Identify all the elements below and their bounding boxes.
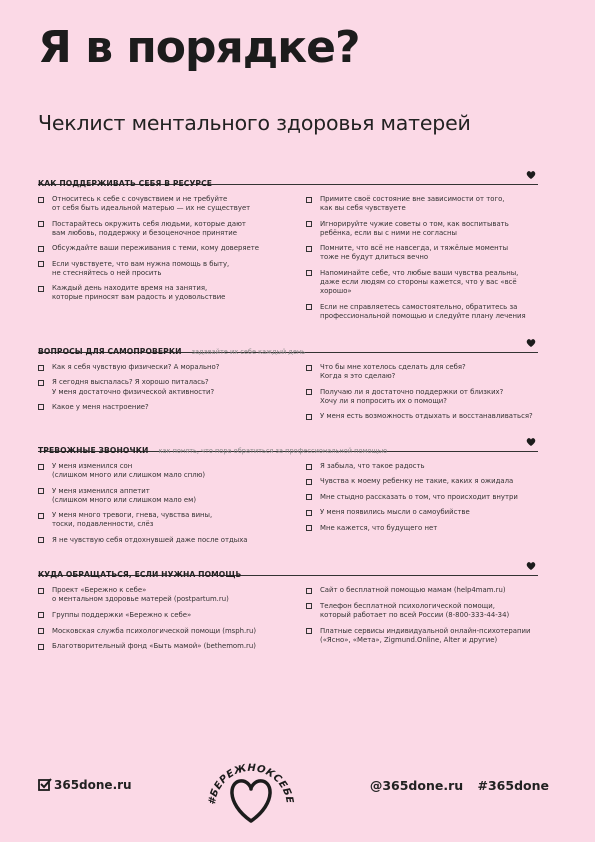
hashtag[interactable]: #365done [477, 778, 549, 793]
checklist-item-text: Мне стыдно рассказать о том, что происходит внутри [320, 492, 518, 501]
section-header [38, 171, 538, 188]
section-title: ВОПРОСЫ ДЛЯ САМОПРОВЕРКИ [38, 347, 182, 356]
checkbox-icon[interactable] [306, 464, 312, 470]
checklist-item [38, 627, 306, 636]
checkbox-icon[interactable] [38, 537, 44, 543]
social-handle[interactable]: @365done.ru [369, 778, 464, 793]
checklist-item-text: Я не чувствую себя отдохнувшей даже после отдыха [52, 535, 248, 544]
checklist-item [306, 586, 538, 595]
checklist-item-text: Группы поддержки «Бережно к себе» [52, 610, 192, 619]
checklist-item-text: Относитесь к себе с сочувствием и не требуйте от себя быть идеальной матерью — их не существует [52, 195, 251, 213]
checkbox-icon[interactable] [306, 365, 312, 371]
social-links [370, 778, 549, 793]
checkbox-icon[interactable] [306, 588, 312, 594]
section-title: КУДА ОБРАЩАТЬСЯ, ЕСЛИ НУЖНА ПОМОЩЬ [38, 570, 242, 579]
checkbox-icon[interactable] [306, 221, 312, 227]
website-link[interactable] [38, 778, 132, 792]
section-subtitle: задавайте их себе каждый день [191, 348, 306, 356]
checkbox-icon[interactable] [38, 404, 44, 410]
checklist-item [306, 244, 538, 262]
section-title: КАК ПОДДЕРЖИВАТЬ СЕБЯ В РЕСУРСЕ [38, 179, 213, 188]
checklist-item-text: Проект «Бережно к себе» о ментальном здоровье матерей (postpartum.ru) [52, 586, 229, 604]
checklist-item [38, 462, 306, 480]
checklist-item-text: У меня есть возможность отдыхать и восстанавливаться? [320, 412, 533, 421]
checklist-column-left [38, 195, 306, 327]
checkbox-icon[interactable] [306, 510, 312, 516]
checklist-item [306, 508, 538, 517]
section-title: ТРЕВОЖНЫЕ ЗВОНОЧКИ [38, 446, 149, 455]
checkbox-icon[interactable] [306, 603, 312, 609]
logo-text: #БЕРЕЖНОКСЕБЕ [206, 762, 295, 806]
checklist-item [306, 363, 538, 381]
checklist-item [306, 493, 538, 502]
checklist-item-text: Каждый день находите время на занятия, которые приносят вам радость и удовольствие [52, 284, 226, 302]
checklist-item-text: У меня много тревоги, гнева, чувства вины, тоски, подавленности, слёз [52, 511, 213, 529]
checklist-item [306, 477, 538, 486]
checklist-column-left [38, 586, 306, 658]
checklist-item-text: Постарайтесь окружить себя людьми, которые дают вам любовь, поддержку и безоценочное принятие [52, 219, 246, 237]
checklist-item-text: Как я себя чувствую физически? А морально? [52, 363, 220, 371]
checkbox-icon[interactable] [306, 270, 312, 276]
checklist-item [38, 378, 306, 396]
check-logo-icon [38, 778, 52, 792]
checklist-item-text: Если чувствуете, что вам нужна помощь в быту, не стесняйтесь о ней просить [52, 259, 230, 277]
checkbox-icon[interactable] [38, 464, 44, 470]
checklist-item [38, 611, 306, 620]
checklist-item [306, 627, 538, 645]
checklist-item-text: У меня изменился аппетит (слишком много или слишком мало ем) [52, 486, 197, 504]
logo [205, 745, 297, 833]
section [38, 562, 538, 658]
checklist-item [38, 220, 306, 238]
section-header [38, 339, 538, 356]
checklist-item-text: Напоминайте себе, что любые ваши чувства реальны, даже если людям со стороны кажется, что у вас «всё хорошо» [320, 268, 519, 296]
section-subtitle: как понять, что пора обратиться за профессиональной помощью [158, 447, 388, 455]
checklist-item-text: Если не справляетесь самостоятельно, обратитесь за профессиональной помощью и следуйте плану лечения [320, 302, 526, 320]
checklist-item [306, 303, 538, 321]
checklist-item [38, 511, 306, 529]
checkbox-icon[interactable] [306, 197, 312, 203]
section-header [38, 562, 538, 579]
checkbox-icon[interactable] [38, 261, 44, 267]
checkbox-icon[interactable] [38, 513, 44, 519]
checkbox-icon[interactable] [38, 612, 44, 618]
checkbox-icon[interactable] [306, 304, 312, 310]
section [38, 438, 538, 551]
checklist-item [306, 524, 538, 533]
checkbox-icon[interactable] [38, 286, 44, 292]
checklist-item-text: Примите своё состояние вне зависимости от того, как вы себя чувствуете [320, 195, 505, 213]
section-header [38, 438, 538, 455]
website-text: 365done.ru [54, 778, 132, 792]
checkbox-icon[interactable] [38, 246, 44, 252]
section [38, 339, 538, 428]
checklist-item-text: Платные сервисы индивидуальной онлайн-психотерапии («Ясно», «Мета», Zigmund.Online, Alter и другие) [320, 626, 531, 644]
checklist-item [306, 602, 538, 620]
checklist-item-text: У меня появились мысли о самоубийстве [320, 508, 470, 517]
checklist-item [306, 269, 538, 297]
checklist-column-right [306, 363, 538, 428]
heart-icon [526, 561, 536, 571]
checklist-item-text: Помните, что всё не навсегда, и тяжёлые моменты тоже не будут длиться вечно [320, 244, 509, 262]
checklist-column-left [38, 462, 306, 551]
checkbox-icon[interactable] [306, 494, 312, 500]
checklist-item-text: Игнорируйте чужие советы о том, как воспитывать ребёнка, если вы с ними не согласны [320, 219, 509, 237]
checklist-item-text: Я забыла, что такое радость [320, 462, 425, 470]
checkbox-icon[interactable] [38, 197, 44, 203]
checklist-item-text: Я сегодня выспалась? Я хорошо питалась? У меня достаточно физической активности? [52, 378, 215, 396]
checklist-item [38, 363, 306, 372]
checklist-item [38, 284, 306, 302]
checklist-item [38, 403, 306, 412]
checklist-item [38, 244, 306, 253]
checkbox-icon[interactable] [38, 588, 44, 594]
checklist-item-text: Получаю ли я достаточно поддержки от близких? Хочу ли я попросить их о помощи? [320, 387, 504, 405]
checklist-column-left [38, 363, 306, 428]
heart-icon [526, 338, 536, 348]
heart-logo-icon [232, 781, 270, 821]
section [38, 171, 538, 327]
checklist-item [38, 642, 306, 651]
checklist-item [38, 536, 306, 545]
checklist-item [306, 462, 538, 471]
checklist-item-text: Чувства к моему ребенку не такие, каких я ожидала [320, 477, 514, 486]
checklist-item-text: Мне кажется, что будущего нет [320, 523, 438, 532]
checklist-item-text: Сайт о бесплатной помощью мамам (help4mam.ru) [320, 586, 506, 594]
checkbox-icon[interactable] [38, 628, 44, 634]
checklist-column-right [306, 195, 538, 327]
checklist-item [306, 388, 538, 406]
checkbox-icon[interactable] [306, 246, 312, 252]
checklist-item-text: Московская служба психологической помощи (msph.ru) [52, 626, 257, 635]
checklist-item [38, 260, 306, 278]
checkbox-icon[interactable] [38, 380, 44, 386]
checkbox-icon[interactable] [306, 414, 312, 420]
heart-icon [526, 437, 536, 447]
checkbox-icon[interactable] [38, 644, 44, 650]
checklist-item-text: У меня изменился сон (слишком много или слишком мало сплю) [52, 462, 206, 480]
checkbox-icon[interactable] [306, 389, 312, 395]
checklist-item-text: Благотворительный фонд «Быть мамой» (bethemom.ru) [52, 642, 256, 651]
checkbox-icon[interactable] [306, 479, 312, 485]
checklist-item [306, 220, 538, 238]
checklist-item [306, 195, 538, 213]
heart-icon [526, 170, 536, 180]
checklist-column-right [306, 586, 538, 658]
checklist-item [38, 487, 306, 505]
checklist-item [306, 412, 538, 421]
checkbox-icon[interactable] [38, 221, 44, 227]
checkbox-icon[interactable] [38, 365, 44, 371]
checkbox-icon[interactable] [306, 525, 312, 531]
checklist-column-right [306, 462, 538, 551]
checklist-item-text: Обсуждайте ваши переживания с теми, кому доверяете [52, 244, 259, 253]
checkbox-icon[interactable] [38, 488, 44, 494]
checkbox-icon[interactable] [306, 628, 312, 634]
checklist-item [38, 195, 306, 213]
checklist-item-text: Какое у меня настроение? [52, 402, 149, 411]
page-title: Я в порядке? [38, 22, 360, 73]
checklist-item [38, 586, 306, 604]
checklist-item-text: Что бы мне хотелось сделать для себя? Когда я это сделаю? [320, 363, 466, 381]
page-subtitle: Чеклист ментального здоровья матерей [38, 111, 471, 135]
checklist-item-text: Телефон бесплатной психологической помощи, который работает по всей России (8-800-333-44-34) [320, 601, 510, 619]
svg-text:#БЕРЕЖНОКСЕБЕ [207, 763, 295, 806]
